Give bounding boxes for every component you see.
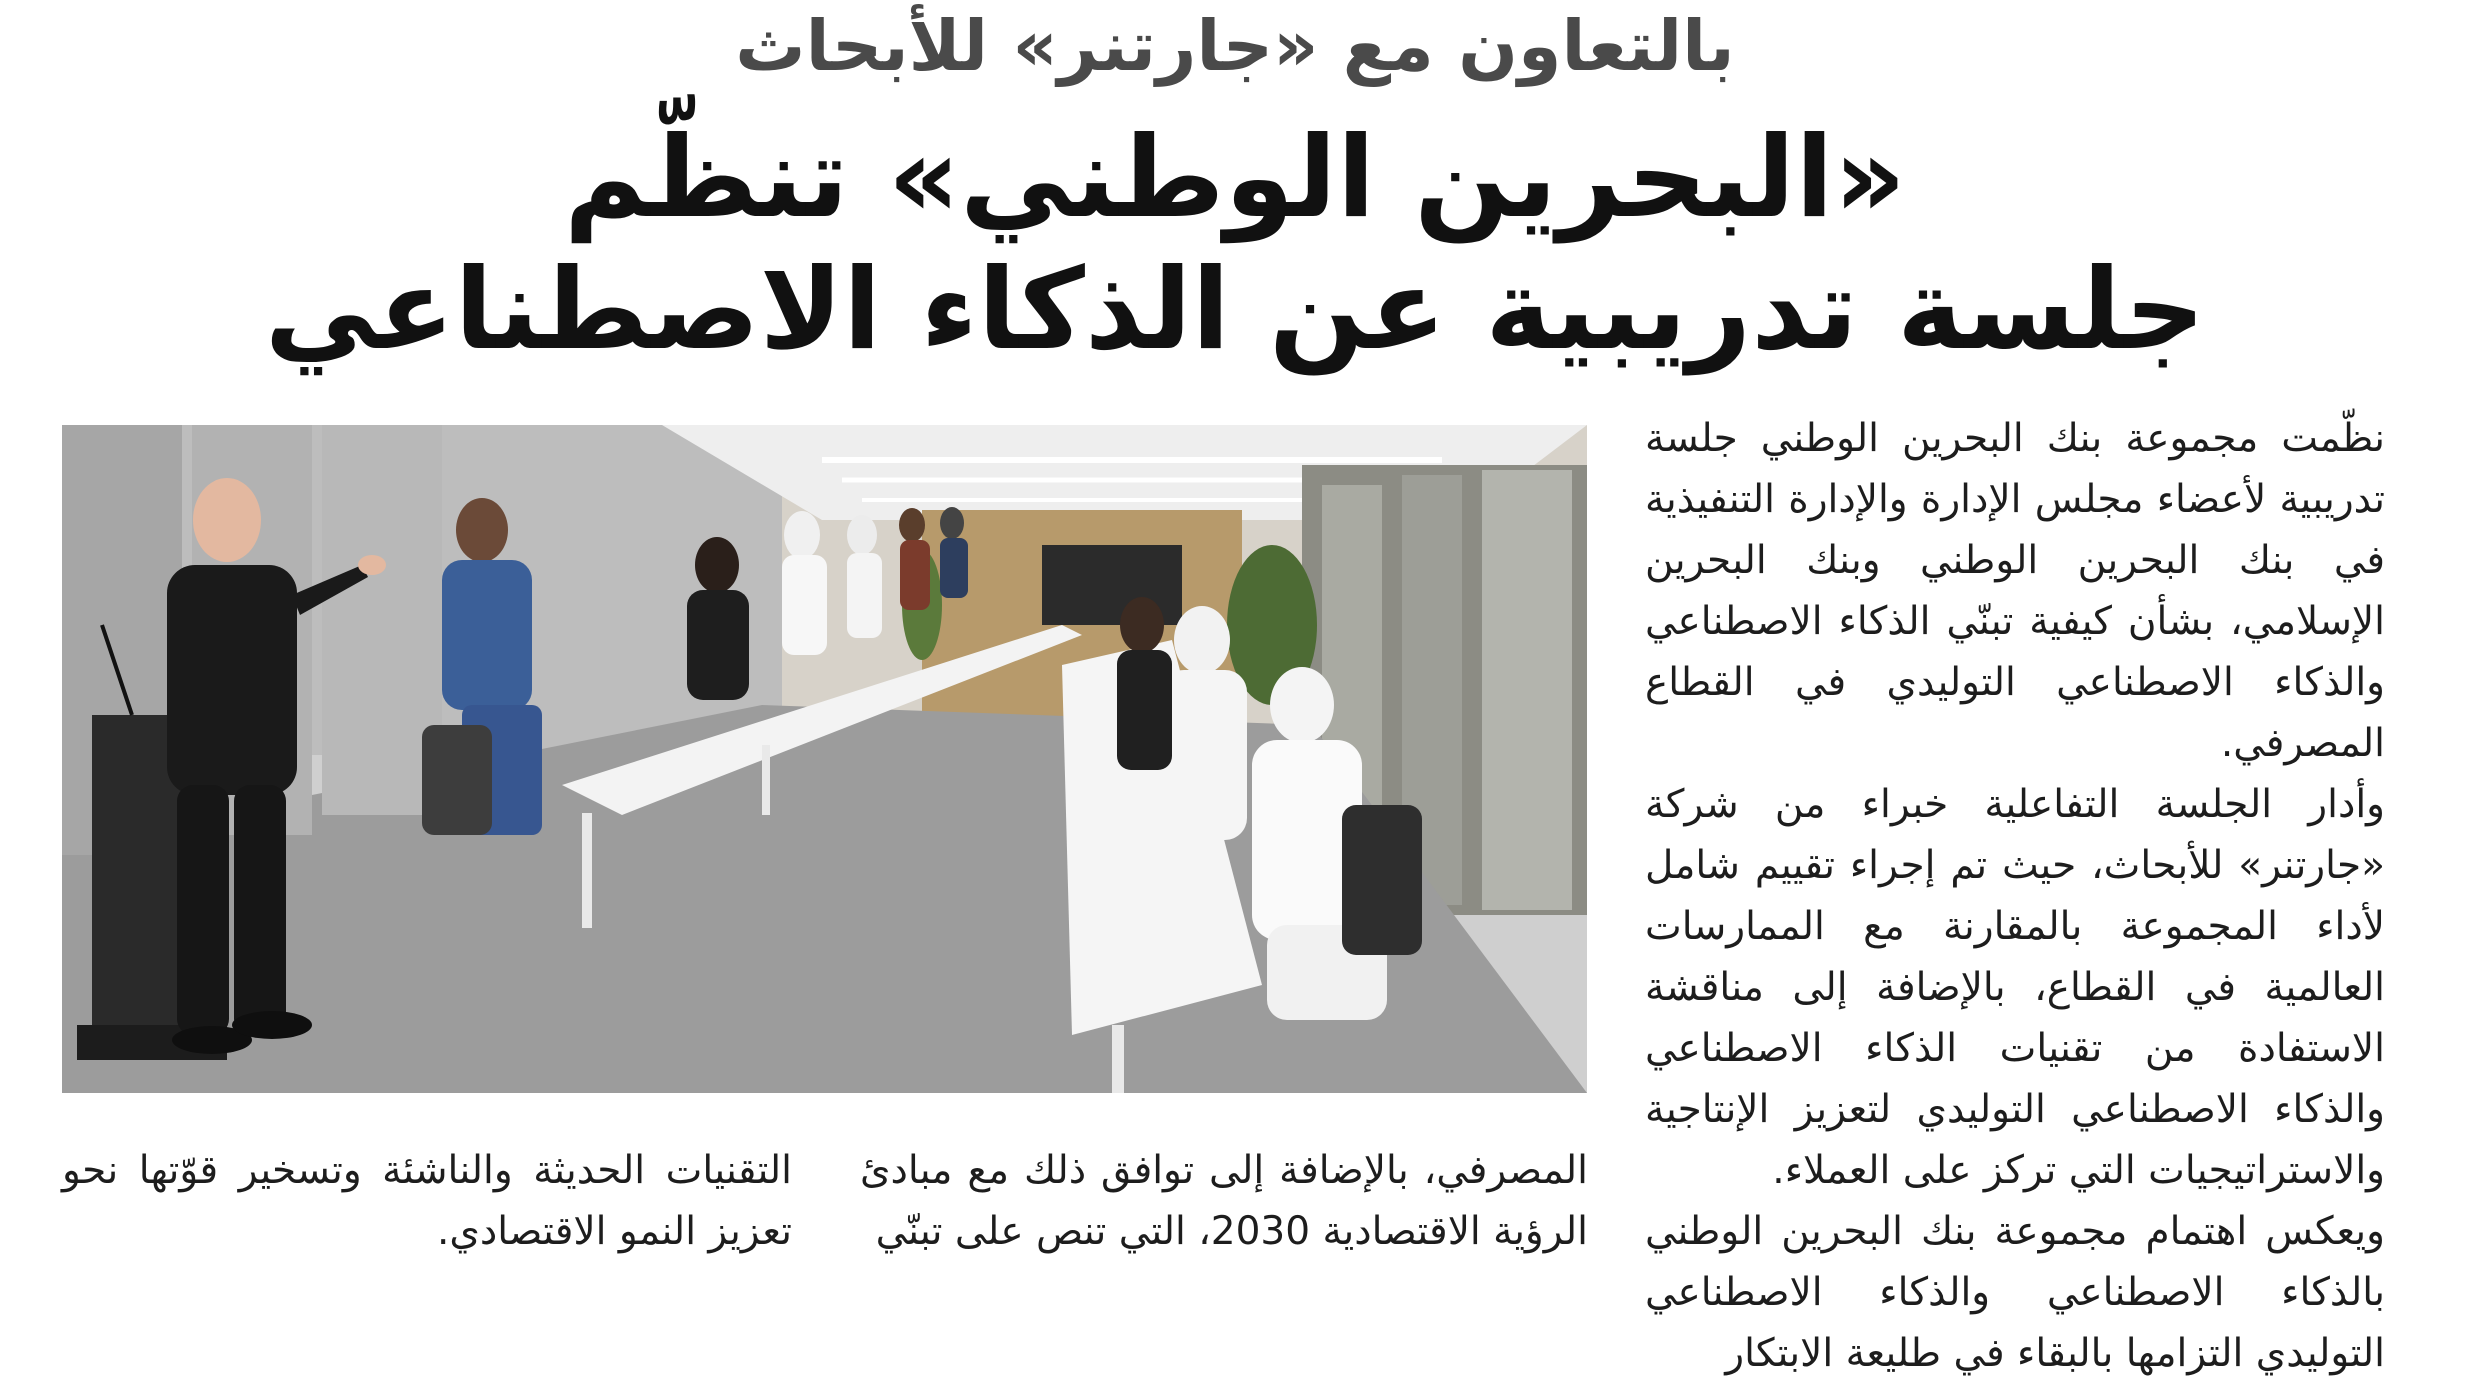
headline-line-2: جلسة تدريبية عن الذكاء الاصطناعي — [264, 245, 2206, 376]
article-kicker: بالتعاون مع «جارتنر» للأبحاث — [735, 5, 1735, 87]
article-body-middle-column — [860, 1140, 1588, 1276]
meeting-photo — [62, 425, 1587, 1093]
body-paragraph-final: التقنيات الحديثة والناشئة وتسخير قوّتها نحو تعزيز النمو الاقتصادي. — [62, 1148, 792, 1254]
body-paragraph-2: وأدار الجلسة التفاعلية خبراء من شركة «جارتنر» للأبحاث، حيث تم إجراء تقييم شامل لأداء المجموعة بالمقارنة مع الممارسات العالمية في القطاع، بالإضافة إلى مناقشة الاستفادة من تقنيات الذكاء الاصطناعي والذكاء الاصطناعي التوليدي لتعزيز الإنتاجية والاستراتيجيات التي تركز على العملاء. — [1645, 782, 2385, 1193]
article-body-left-column — [62, 1140, 792, 1276]
body-paragraph-1: نظّمت مجموعة بنك البحرين الوطني جلسة تدريبية لأعضاء مجلس الإدارة والإدارة التنفيذية في بنك البحرين الوطني وبنك البحرين الإسلامي، بشأن كيفية تبنّي الذكاء الاصطناعي والذكاء الاصطناعي التوليدي في القطاع المصرفي. — [1645, 416, 2385, 766]
article-headline — [0, 112, 2470, 376]
body-paragraph-3: ويعكس اهتمام مجموعة بنك البحرين الوطني بالذكاء الاصطناعي والذكاء الاصطناعي التوليدي التزامها بالبقاء في طليعة الابتكار — [1645, 1209, 2385, 1376]
article-body-right-column — [1645, 408, 2385, 1376]
body-paragraph-continued: المصرفي، بالإضافة إلى توافق ذلك مع مبادئ الرؤية الاقتصادية 2030، التي تنص على تبنّي — [860, 1148, 1588, 1254]
headline-line-1: «البحرين الوطني» تنظّم — [564, 113, 1906, 243]
